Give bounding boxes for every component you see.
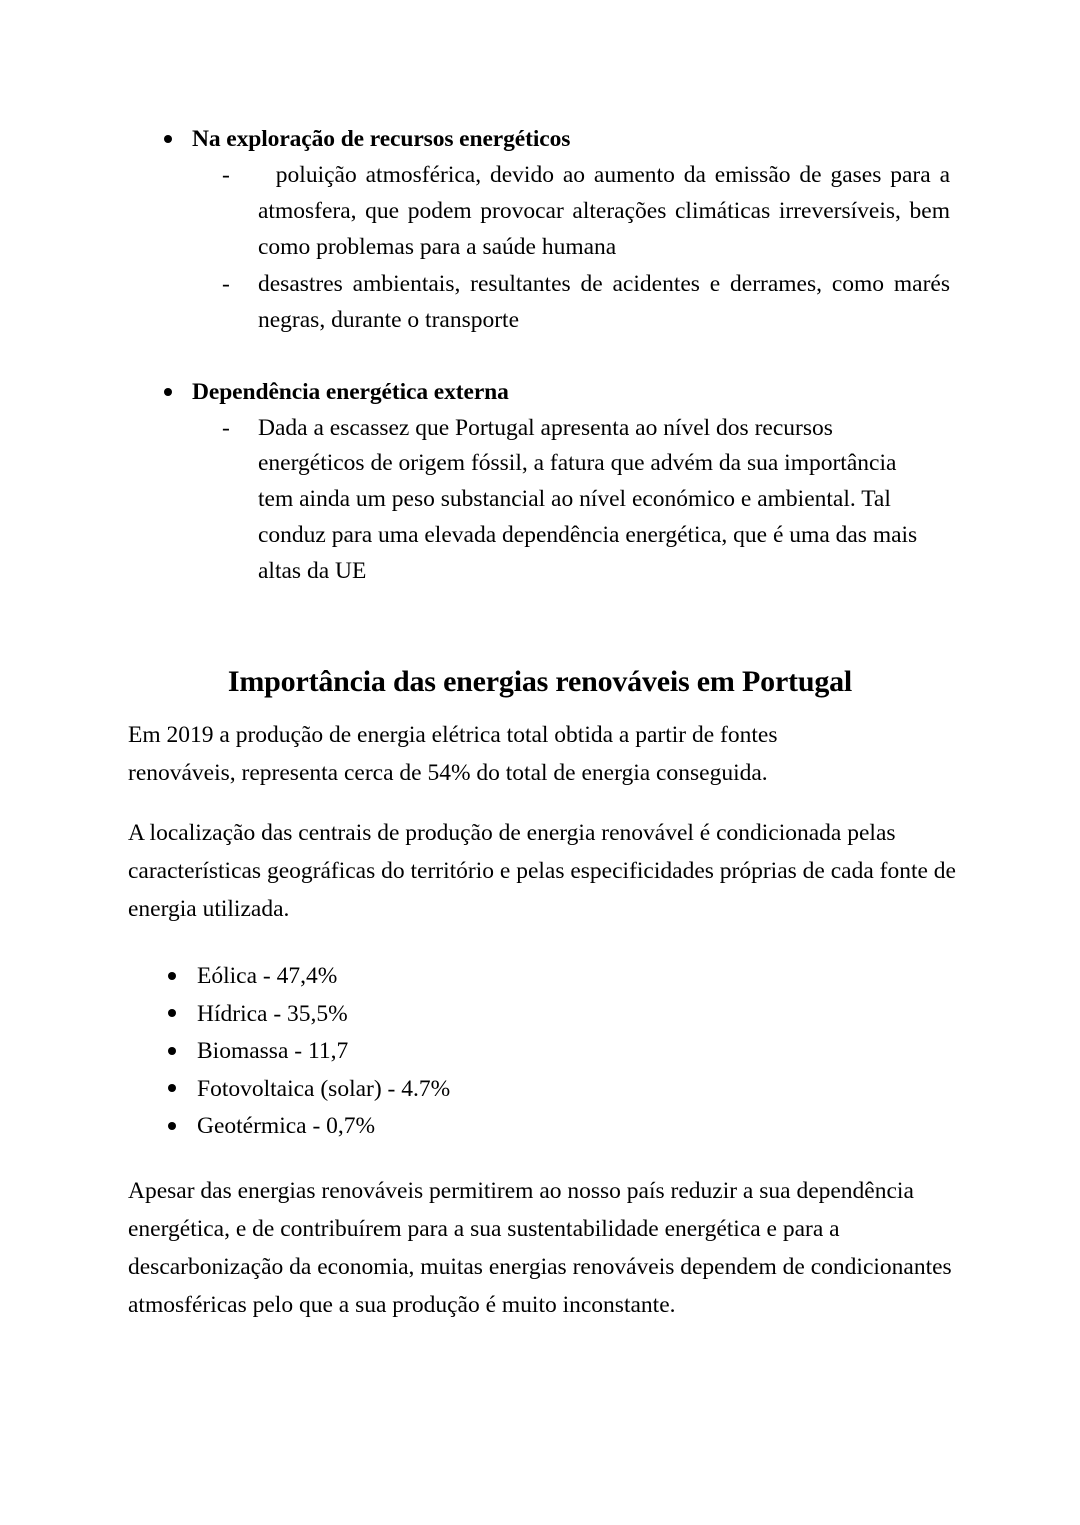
section-exploration xyxy=(0,122,1080,339)
list-item xyxy=(0,267,1080,338)
list-item-text: Dada a escassez que Portugal apresenta ao nível dos recursos energéticos de origem fóssil, a fatura que advém da sua importância tem ainda um peso substancial ao nível económico e ambiental. Tal conduz para uma elevada dependência energética, que é uma das mais altas da UE xyxy=(258,414,918,584)
list-item xyxy=(0,958,1080,996)
list-item xyxy=(0,1033,1080,1071)
list-item-label: Fotovoltaica (solar) - 4.7% xyxy=(197,1075,451,1102)
bullet-dot-icon xyxy=(168,1047,176,1055)
list-item-text: desastres ambientais, resultantes de acidentes e derrames, como marés negras, durante o transporte xyxy=(258,271,950,333)
list-item-text: poluição atmosférica, devido ao aumento da emissão de gases para a atmosfera, que podem provocar alterações climáticas irreversíveis, bem como problemas para a saúde humana xyxy=(258,162,951,260)
bullet-dot-icon xyxy=(168,1122,176,1130)
dash-marker-icon: - xyxy=(222,414,230,441)
list-item-label: Hídrica - 35,5% xyxy=(197,1000,348,1027)
bullet-dot-icon xyxy=(168,1009,176,1017)
bullet-dot-icon xyxy=(164,388,172,396)
list-item xyxy=(0,996,1080,1034)
list-item-label: Eólica - 47,4% xyxy=(197,963,338,989)
paragraph-localizacao: A localização das centrais de produção de energia renovável é condicionada pelas características geográficas do território e pelas especificidades próprias de cada fonte de energia utilizada. xyxy=(128,820,956,923)
top-bullet-sections xyxy=(0,122,1080,619)
paragraph-production-2019: Em 2019 a produção de energia elétrica total obtida a partir de fontes renováveis, representa cerca de 54% do total de energia conseguida. xyxy=(128,722,778,787)
list-item-label: Geotérmica - 0,7% xyxy=(197,1113,376,1140)
section-dependency-heading xyxy=(0,375,1080,409)
paragraph-final: Apesar das energias renováveis permitirem ao nosso país reduzir a sua dependência energética, e de contribuírem para a sua sustentabilidade energética e para a descarbonização da economia, muitas energias renováveis dependem de condicionantes atmosféricas pelo que a sua produção é muito inconstante. xyxy=(128,1178,952,1319)
section-dependency-heading-text: Dependência energética externa xyxy=(192,378,509,405)
bullet-dot-icon xyxy=(168,1084,176,1092)
list-item xyxy=(0,1108,1080,1146)
renewable-sources-list xyxy=(0,958,1080,1146)
list-item-label: Biomassa - 11,7 xyxy=(197,1038,349,1065)
bullet-dot-icon xyxy=(168,972,176,980)
dash-marker-icon: - xyxy=(222,162,230,189)
bullet-dot-icon xyxy=(164,135,172,143)
list-item xyxy=(0,158,1080,265)
section-exploration-heading xyxy=(0,122,1080,156)
section-dependency-items xyxy=(0,411,1080,590)
page-title: Importância das energias renováveis em Portugal xyxy=(227,665,853,699)
section-dependency xyxy=(0,375,1080,590)
section-exploration-heading-text: Na exploração de recursos energéticos xyxy=(192,126,571,152)
section-exploration-items xyxy=(0,158,1080,339)
list-item xyxy=(0,411,1080,590)
list-item xyxy=(0,1071,1080,1109)
dash-marker-icon: - xyxy=(222,271,230,298)
